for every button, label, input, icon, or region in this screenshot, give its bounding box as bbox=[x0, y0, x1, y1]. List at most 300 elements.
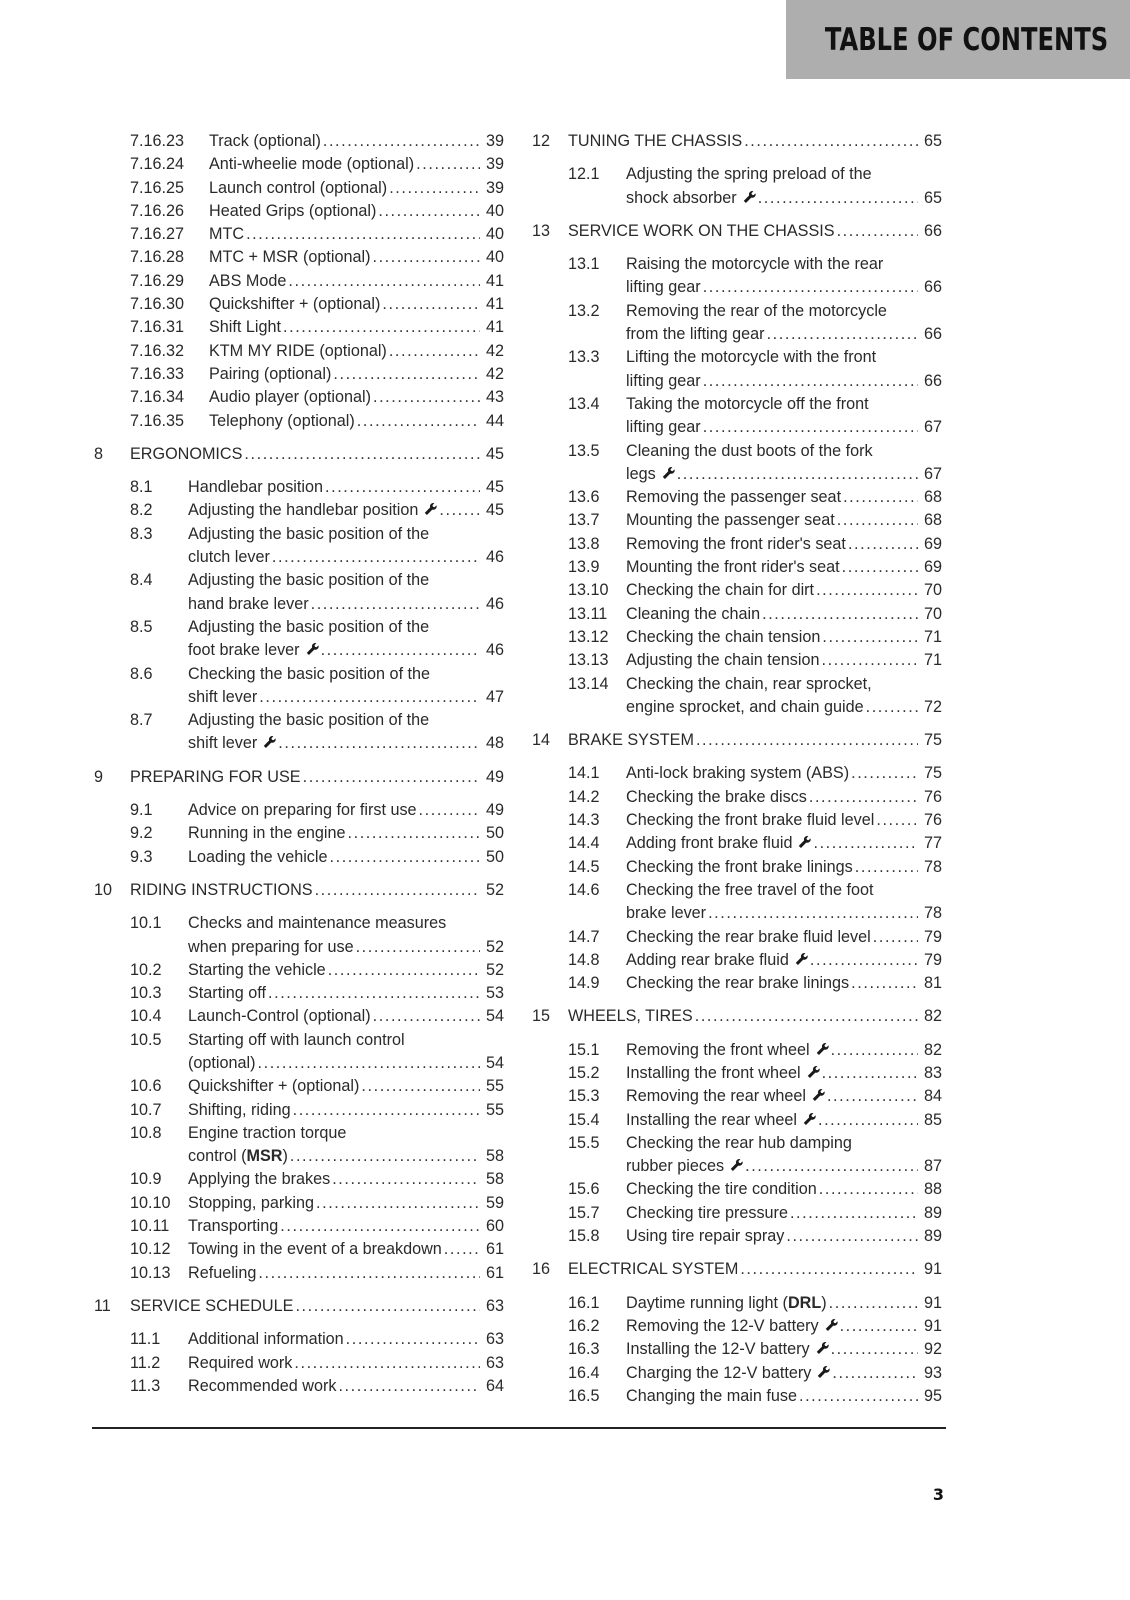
section-number: 16.5 bbox=[568, 1386, 600, 1405]
dot-leader bbox=[311, 593, 480, 616]
page-ref: 40 bbox=[485, 225, 504, 244]
page-ref: 85 bbox=[923, 1110, 942, 1129]
section-number: 10.6 bbox=[130, 1077, 162, 1096]
page-ref: 82 bbox=[923, 1040, 942, 1059]
page-ref: 60 bbox=[485, 1217, 504, 1236]
section-number: 15.1 bbox=[568, 1040, 600, 1059]
toc-entry[interactable] bbox=[94, 293, 504, 316]
section-number: 13.4 bbox=[568, 394, 600, 413]
toc-entry[interactable] bbox=[532, 163, 942, 210]
page-ref: 71 bbox=[923, 627, 942, 646]
page-ref: 88 bbox=[923, 1180, 942, 1199]
toc-entry[interactable] bbox=[94, 1215, 504, 1238]
section-title: Taking the motorcycle off the front bbox=[626, 394, 869, 413]
toc-entry[interactable] bbox=[94, 246, 504, 269]
page-ref: 82 bbox=[923, 1007, 942, 1026]
section-number: 15.4 bbox=[568, 1110, 600, 1129]
dot-leader bbox=[268, 982, 480, 1005]
toc-entry[interactable] bbox=[94, 616, 504, 663]
section-number: 7.16.35 bbox=[130, 411, 185, 430]
wrench-icon bbox=[815, 1039, 829, 1053]
toc-entry[interactable] bbox=[94, 153, 504, 176]
toc-entry[interactable] bbox=[532, 1109, 942, 1132]
toc-entry[interactable] bbox=[532, 972, 942, 995]
dot-leader bbox=[851, 762, 918, 785]
section-title: Checking the brake discs bbox=[626, 787, 807, 806]
dot-leader bbox=[816, 579, 918, 602]
page-ref: 71 bbox=[923, 651, 942, 670]
section-title: brake lever bbox=[626, 904, 707, 923]
page-ref: 69 bbox=[923, 534, 942, 553]
section-title: Track (optional) bbox=[209, 132, 321, 150]
section-number: 7.16.28 bbox=[130, 248, 185, 267]
dot-leader bbox=[389, 340, 480, 363]
toc-entry[interactable] bbox=[532, 253, 942, 300]
section-number: 14.6 bbox=[568, 880, 600, 899]
section-number: 7.16.34 bbox=[130, 388, 185, 407]
toc-entry[interactable] bbox=[532, 926, 942, 949]
toc-entry[interactable] bbox=[94, 523, 504, 570]
section-title: ABS Mode bbox=[209, 271, 287, 290]
section-title: Adjusting the basic position of the bbox=[188, 571, 430, 590]
dot-leader bbox=[745, 1155, 918, 1178]
page-ref: 67 bbox=[923, 464, 942, 483]
wrench-icon bbox=[824, 1315, 838, 1329]
section-number: 13 bbox=[532, 221, 551, 240]
dot-leader bbox=[842, 556, 918, 579]
section-number: 7.16.27 bbox=[130, 225, 185, 244]
page-ref: 87 bbox=[923, 1157, 942, 1176]
toc-entry[interactable] bbox=[532, 1225, 942, 1248]
toc-entry[interactable] bbox=[94, 912, 504, 959]
section-number: 8.7 bbox=[130, 711, 153, 730]
dot-leader bbox=[822, 1062, 918, 1085]
toc-entry[interactable] bbox=[532, 1338, 942, 1361]
section-title: Telephony (optional) bbox=[209, 411, 355, 430]
toc-chapter[interactable] bbox=[94, 443, 504, 466]
dot-leader bbox=[876, 809, 918, 832]
toc-entry[interactable] bbox=[532, 856, 942, 879]
page-ref: 58 bbox=[485, 1147, 504, 1166]
toc-entry[interactable] bbox=[94, 1168, 504, 1191]
toc-entry[interactable] bbox=[94, 340, 504, 363]
section-number: 15 bbox=[532, 1007, 551, 1026]
dot-leader bbox=[809, 786, 918, 809]
dot-leader bbox=[444, 1238, 480, 1261]
page-ref: 72 bbox=[923, 697, 942, 716]
toc-entry[interactable] bbox=[532, 440, 942, 487]
toc-entry[interactable] bbox=[94, 476, 504, 499]
page-ref: 40 bbox=[485, 248, 504, 267]
section-title: Removing the rear wheel bbox=[626, 1087, 806, 1106]
section-number: 15.6 bbox=[568, 1180, 600, 1199]
section-number: 10.7 bbox=[130, 1100, 162, 1119]
page-ref: 45 bbox=[485, 478, 504, 497]
toc-chapter[interactable] bbox=[532, 220, 942, 243]
section-title: lifting gear bbox=[626, 278, 701, 297]
section-title: Adding rear brake fluid bbox=[626, 950, 789, 969]
toc-entry[interactable] bbox=[94, 1238, 504, 1261]
section-number: 10.2 bbox=[130, 960, 162, 979]
section-title: Checking the free travel of the foot bbox=[626, 880, 874, 899]
toc-entry[interactable] bbox=[94, 846, 504, 869]
section-number: 11 bbox=[94, 1296, 111, 1315]
toc-entry[interactable] bbox=[94, 499, 504, 522]
section-title: Required work bbox=[188, 1353, 293, 1372]
toc-chapter[interactable] bbox=[532, 1258, 942, 1281]
section-number: 13.9 bbox=[568, 558, 600, 577]
toc-entry[interactable] bbox=[532, 346, 942, 393]
dot-leader bbox=[821, 649, 918, 672]
section-number: 7.16.24 bbox=[130, 155, 185, 174]
section-number: 13.12 bbox=[568, 627, 609, 646]
dot-leader bbox=[837, 509, 918, 532]
toc-entry[interactable] bbox=[532, 556, 942, 579]
page-ref: 67 bbox=[923, 418, 942, 437]
page-ref: 50 bbox=[485, 824, 504, 843]
page-ref: 77 bbox=[923, 834, 942, 853]
toc-entry[interactable] bbox=[532, 786, 942, 809]
wrench-icon bbox=[806, 1062, 820, 1076]
section-title: Installing the rear wheel bbox=[626, 1110, 797, 1129]
toc-entry[interactable] bbox=[532, 486, 942, 509]
section-number: 13.1 bbox=[568, 255, 600, 274]
section-title: Starting off bbox=[188, 984, 266, 1003]
section-number: 7.16.26 bbox=[130, 201, 185, 220]
dot-leader bbox=[677, 463, 918, 486]
dot-leader bbox=[703, 370, 918, 393]
toc-entry[interactable] bbox=[94, 1192, 504, 1215]
section-title: foot brake lever bbox=[188, 641, 300, 660]
section-title: Starting the vehicle bbox=[188, 960, 326, 979]
section-number: 16.1 bbox=[568, 1293, 600, 1312]
toc-entry[interactable] bbox=[532, 809, 942, 832]
section-title: Checking the rear hub damping bbox=[626, 1133, 852, 1152]
wrench-icon bbox=[802, 1109, 816, 1123]
toc-entry[interactable] bbox=[532, 832, 942, 855]
section-title: (optional) bbox=[188, 1053, 256, 1072]
page-ref: 45 bbox=[485, 444, 504, 463]
dot-leader bbox=[818, 1109, 918, 1132]
section-number: 15.2 bbox=[568, 1063, 600, 1082]
toc-entry[interactable] bbox=[94, 1075, 504, 1098]
dot-leader bbox=[855, 856, 918, 879]
dot-leader bbox=[288, 270, 480, 293]
dot-leader bbox=[696, 729, 918, 752]
dot-leader bbox=[283, 316, 480, 339]
section-number: 14.2 bbox=[568, 787, 600, 806]
dot-leader bbox=[843, 486, 918, 509]
toc-entry[interactable] bbox=[532, 1039, 942, 1062]
page-ref: 46 bbox=[485, 641, 504, 660]
page-ref: 58 bbox=[485, 1170, 504, 1189]
section-title: Checking the chain, rear sprocket, bbox=[626, 674, 872, 693]
dot-leader bbox=[378, 200, 480, 223]
section-number: 14.7 bbox=[568, 927, 600, 946]
section-number: 16.4 bbox=[568, 1363, 600, 1382]
toc-entry[interactable] bbox=[94, 130, 504, 153]
section-title: control (MSR) bbox=[188, 1147, 288, 1166]
toc-entry[interactable] bbox=[532, 1292, 942, 1315]
section-number: 16 bbox=[532, 1260, 551, 1279]
page-ref: 78 bbox=[923, 857, 942, 876]
dot-leader bbox=[703, 276, 918, 299]
section-title: SERVICE SCHEDULE bbox=[130, 1296, 294, 1315]
toc-entry[interactable] bbox=[532, 300, 942, 347]
section-title: lifting gear bbox=[626, 418, 701, 437]
section-title: Adjusting the chain tension bbox=[626, 651, 820, 670]
toc-entry[interactable] bbox=[532, 1062, 942, 1085]
section-title: Removing the 12-V battery bbox=[626, 1316, 819, 1335]
toc-entry[interactable] bbox=[94, 1029, 504, 1076]
section-title: Checking the basic position of the bbox=[188, 664, 431, 683]
section-number: 13.11 bbox=[568, 604, 608, 623]
page-ref: 45 bbox=[485, 501, 504, 520]
page-ref: 93 bbox=[923, 1363, 942, 1382]
toc-entry[interactable] bbox=[94, 1122, 504, 1169]
toc-entry[interactable] bbox=[532, 1178, 942, 1201]
page-ref: 66 bbox=[923, 221, 942, 240]
section-title: Advice on preparing for first use bbox=[188, 801, 417, 820]
page-ref: 91 bbox=[923, 1316, 942, 1335]
toc-entry[interactable] bbox=[532, 626, 942, 649]
dot-leader bbox=[373, 1005, 480, 1028]
section-number: 10.5 bbox=[130, 1030, 162, 1049]
section-title: Checking the rear brake linings bbox=[626, 974, 850, 993]
toc-entry[interactable] bbox=[94, 1352, 504, 1375]
toc-entry[interactable] bbox=[532, 673, 942, 720]
toc-entry[interactable] bbox=[532, 1085, 942, 1108]
page-ref: 54 bbox=[485, 1053, 504, 1072]
wrench-icon bbox=[742, 187, 756, 201]
toc-entry[interactable] bbox=[94, 270, 504, 293]
toc-entry[interactable] bbox=[532, 393, 942, 440]
dot-leader bbox=[439, 499, 480, 522]
section-title: Stopping, parking bbox=[188, 1193, 314, 1212]
page-ref: 42 bbox=[485, 364, 504, 383]
wrench-icon bbox=[794, 949, 808, 963]
page-ref: 54 bbox=[485, 1007, 504, 1026]
page-ref: 61 bbox=[485, 1240, 504, 1259]
page-ref: 40 bbox=[485, 201, 504, 220]
section-title: MTC + MSR (optional) bbox=[209, 248, 371, 267]
section-number: 7.16.32 bbox=[130, 341, 185, 360]
toc-entry[interactable] bbox=[532, 879, 942, 926]
page-ref: 69 bbox=[923, 558, 942, 577]
section-number: 10.1 bbox=[130, 914, 162, 933]
section-number: 15.7 bbox=[568, 1203, 600, 1222]
section-title: SERVICE WORK ON THE CHASSIS bbox=[568, 221, 835, 240]
wrench-icon bbox=[816, 1362, 830, 1376]
toc-entry[interactable] bbox=[94, 1328, 504, 1351]
section-number: 8.5 bbox=[130, 617, 153, 636]
dot-leader bbox=[293, 1099, 480, 1122]
toc-entry[interactable] bbox=[94, 200, 504, 223]
toc-chapter[interactable] bbox=[532, 1005, 942, 1028]
dot-leader bbox=[259, 686, 480, 709]
toc-entry[interactable] bbox=[94, 822, 504, 845]
section-number: 13.6 bbox=[568, 488, 600, 507]
toc-entry[interactable] bbox=[94, 1375, 504, 1398]
dot-leader bbox=[851, 972, 918, 995]
dot-leader bbox=[272, 546, 480, 569]
toc-chapter[interactable] bbox=[532, 729, 942, 752]
page-ref: 39 bbox=[485, 178, 504, 197]
toc-entry[interactable] bbox=[94, 663, 504, 710]
toc-entry[interactable] bbox=[94, 386, 504, 409]
section-number: 14.5 bbox=[568, 857, 600, 876]
dot-leader bbox=[831, 1338, 918, 1361]
section-title: Checking tire pressure bbox=[626, 1203, 788, 1222]
section-title: RIDING INSTRUCTIONS bbox=[130, 880, 313, 899]
section-title: Pairing (optional) bbox=[209, 364, 332, 383]
page-number: 3 bbox=[932, 1485, 944, 1504]
section-number: 15.3 bbox=[568, 1087, 600, 1106]
toc-entry[interactable] bbox=[532, 1132, 942, 1179]
section-number: 7.16.31 bbox=[130, 318, 185, 337]
section-number: 13.8 bbox=[568, 534, 600, 553]
toc-chapter[interactable] bbox=[94, 1295, 504, 1318]
dot-leader bbox=[703, 416, 918, 439]
dot-leader bbox=[837, 220, 918, 243]
section-title: Heated Grips (optional) bbox=[209, 201, 377, 220]
dot-leader bbox=[786, 1225, 918, 1248]
toc-entry[interactable] bbox=[94, 799, 504, 822]
page-ref: 49 bbox=[485, 801, 504, 820]
section-number: 14.9 bbox=[568, 974, 600, 993]
dot-leader bbox=[740, 1258, 918, 1281]
section-number: 16.2 bbox=[568, 1316, 600, 1335]
dot-leader bbox=[246, 223, 480, 246]
page-ref: 42 bbox=[485, 341, 504, 360]
toc-entry[interactable] bbox=[94, 223, 504, 246]
toc-entry[interactable] bbox=[532, 1315, 942, 1338]
section-title: Checking the rear brake fluid level bbox=[626, 927, 871, 946]
page-ref: 63 bbox=[485, 1296, 504, 1315]
dot-leader bbox=[831, 1039, 918, 1062]
section-number: 12 bbox=[532, 132, 551, 150]
section-title: Towing in the event of a breakdown bbox=[188, 1240, 442, 1259]
page-ref: 63 bbox=[485, 1330, 504, 1349]
section-title: Checks and maintenance measures bbox=[188, 914, 447, 933]
toc-entry[interactable] bbox=[532, 1385, 942, 1408]
dot-leader bbox=[827, 1085, 918, 1108]
dot-leader bbox=[829, 1292, 918, 1315]
section-number: 10.11 bbox=[130, 1217, 170, 1236]
toc-entry[interactable] bbox=[94, 1099, 504, 1122]
section-number: 9.1 bbox=[130, 801, 153, 820]
section-title: Removing the rear of the motorcycle bbox=[626, 301, 887, 320]
dot-leader bbox=[280, 1215, 480, 1238]
toc-entry[interactable] bbox=[94, 1005, 504, 1028]
section-title: Checking the chain for dirt bbox=[626, 581, 815, 600]
toc-entry[interactable] bbox=[94, 363, 504, 386]
toc-entry[interactable] bbox=[532, 949, 942, 972]
toc-entry[interactable] bbox=[532, 1362, 942, 1385]
section-number: 11.1 bbox=[130, 1330, 161, 1349]
dot-leader bbox=[290, 1145, 480, 1168]
section-title: Adding front brake fluid bbox=[626, 834, 793, 853]
section-number: 15.8 bbox=[568, 1227, 600, 1246]
dot-leader bbox=[258, 1052, 481, 1075]
page-ref: 79 bbox=[923, 950, 942, 969]
section-number: 8 bbox=[94, 444, 104, 463]
toc-entry[interactable] bbox=[94, 569, 504, 616]
toc-entry[interactable] bbox=[94, 1262, 504, 1285]
toc-entry[interactable] bbox=[94, 410, 504, 433]
section-title: Adjusting the basic position of the bbox=[188, 711, 430, 730]
toc-entry[interactable] bbox=[532, 649, 942, 672]
toc-chapter[interactable] bbox=[94, 879, 504, 902]
section-title: Launch-Control (optional) bbox=[188, 1007, 371, 1026]
dot-leader bbox=[848, 533, 918, 556]
page-ref: 70 bbox=[923, 604, 942, 623]
section-title: Handlebar position bbox=[188, 478, 323, 497]
section-title: shift lever bbox=[188, 687, 258, 706]
page-ref: 52 bbox=[485, 960, 504, 979]
toc-entry[interactable] bbox=[94, 959, 504, 982]
page-ref: 49 bbox=[485, 767, 504, 786]
toc-chapter[interactable] bbox=[532, 130, 942, 153]
section-title: ELECTRICAL SYSTEM bbox=[568, 1260, 739, 1279]
page-ref: 41 bbox=[485, 295, 504, 314]
wrench-icon bbox=[262, 732, 276, 746]
dot-leader bbox=[372, 246, 480, 269]
toc-entry[interactable] bbox=[532, 603, 942, 626]
page-ref: 68 bbox=[923, 511, 942, 530]
toc-entry[interactable] bbox=[532, 1202, 942, 1225]
toc-chapter[interactable] bbox=[94, 766, 504, 789]
toc-entry[interactable] bbox=[532, 509, 942, 532]
section-number: 10 bbox=[94, 880, 113, 899]
dot-leader bbox=[294, 1352, 480, 1375]
section-title: Checking the front brake linings bbox=[626, 857, 853, 876]
section-title: PREPARING FOR USE bbox=[130, 767, 301, 786]
dot-leader bbox=[708, 902, 918, 925]
section-title: KTM MY RIDE (optional) bbox=[209, 341, 387, 360]
dot-leader bbox=[333, 363, 480, 386]
section-title: Anti-lock braking system (ABS) bbox=[626, 764, 850, 783]
toc-entry[interactable] bbox=[532, 762, 942, 785]
dot-leader bbox=[321, 639, 480, 662]
page-ref: 84 bbox=[923, 1087, 942, 1106]
toc-entry[interactable] bbox=[94, 316, 504, 339]
page-ref: 81 bbox=[923, 974, 942, 993]
section-title: shock absorber bbox=[626, 188, 737, 207]
section-title: Daytime running light (DRL) bbox=[626, 1293, 827, 1312]
toc-entry[interactable] bbox=[94, 709, 504, 756]
section-number: 10.8 bbox=[130, 1123, 162, 1142]
section-number: 16.3 bbox=[568, 1340, 600, 1359]
section-title: clutch lever bbox=[188, 548, 270, 567]
toc-entry[interactable] bbox=[94, 177, 504, 200]
section-title: ERGONOMICS bbox=[130, 444, 243, 463]
header-tab bbox=[786, 0, 1130, 79]
dot-leader bbox=[330, 846, 481, 869]
toc-entry[interactable] bbox=[532, 533, 942, 556]
section-number: 13.3 bbox=[568, 348, 600, 367]
section-number: 11.3 bbox=[130, 1376, 161, 1395]
toc-entry[interactable] bbox=[94, 982, 504, 1005]
page-ref: 55 bbox=[485, 1100, 504, 1119]
section-number: 13.2 bbox=[568, 301, 600, 320]
section-number: 7.16.29 bbox=[130, 271, 185, 290]
dot-leader bbox=[419, 799, 480, 822]
toc-entry[interactable] bbox=[532, 579, 942, 602]
page-ref: 75 bbox=[923, 764, 942, 783]
section-title: Starting off with launch control bbox=[188, 1030, 405, 1049]
section-title: Removing the passenger seat bbox=[626, 488, 842, 507]
